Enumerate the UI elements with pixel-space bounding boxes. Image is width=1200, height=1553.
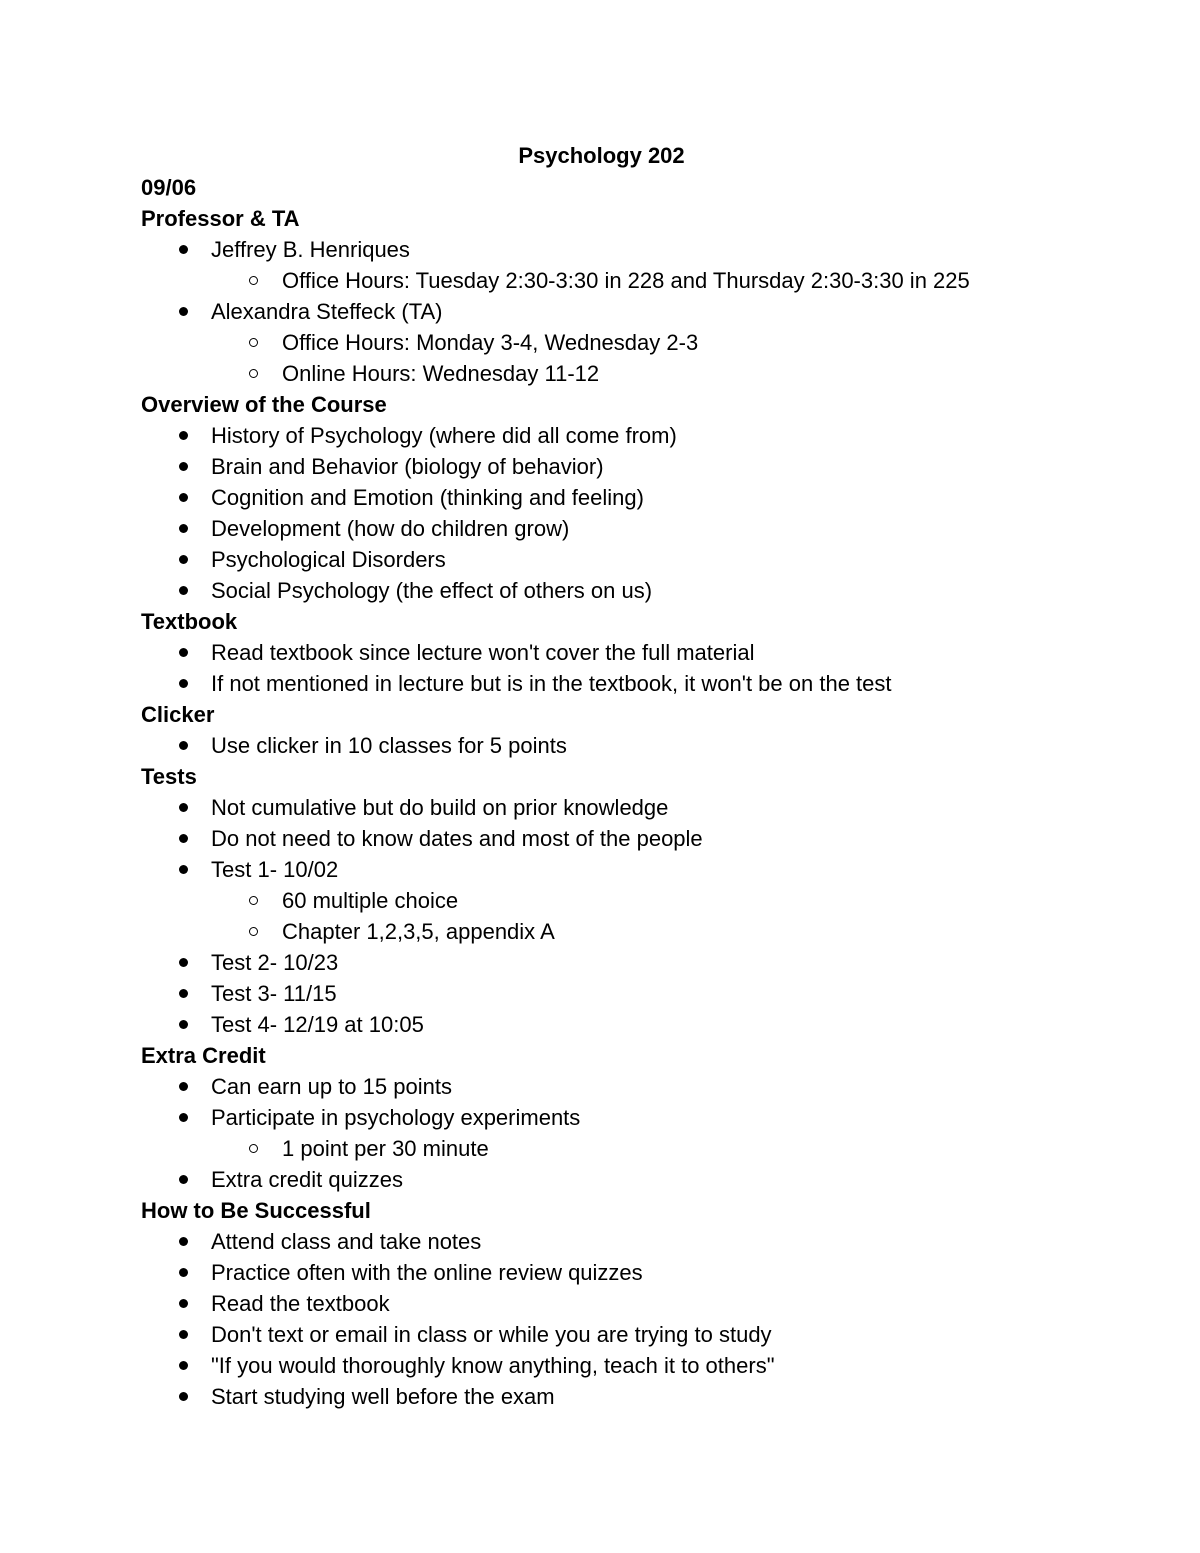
bullet-dot-icon [179, 668, 188, 699]
line-text: Tests [141, 764, 197, 789]
line-text: Not cumulative but do build on prior knowledge [211, 795, 669, 820]
line-text: Don't text or email in class or while you are trying to study [211, 1322, 772, 1347]
section-heading [141, 172, 1141, 203]
line-text: Practice often with the online review quizzes [211, 1260, 643, 1285]
line-text: Do not need to know dates and most of the people [211, 826, 703, 851]
line-text: Extra Credit [141, 1043, 266, 1068]
line-text: Textbook [141, 609, 238, 634]
line-text: Test 1- 10/02 [211, 857, 339, 882]
bullet-dot-icon [179, 1226, 188, 1257]
bullet-dot-icon [179, 854, 188, 885]
bullet-item [141, 823, 1141, 854]
bullet-item [141, 451, 1141, 482]
bullet-item [141, 1071, 1141, 1102]
line-text: Alexandra Steffeck (TA) [211, 299, 443, 324]
line-text: Online Hours: Wednesday 11-12 [282, 361, 600, 386]
bullet-dot-icon [179, 1071, 188, 1102]
bullet-dot-icon [179, 637, 188, 668]
section-heading [141, 606, 1141, 637]
line-text: History of Psychology (where did all come from) [211, 423, 677, 448]
bullet-item [141, 1257, 1141, 1288]
document-title: Psychology 202 [518, 143, 685, 168]
bullet-dot-icon [179, 978, 188, 1009]
section-heading [141, 761, 1141, 792]
sub-bullet-item [141, 1133, 1141, 1164]
section-heading [141, 699, 1141, 730]
bullet-item [141, 1319, 1141, 1350]
bullet-circle-icon [249, 885, 258, 916]
line-text: Professor & TA [141, 206, 300, 231]
bullet-circle-icon [249, 1133, 258, 1164]
line-text: Psychological Disorders [211, 547, 446, 572]
bullet-item [141, 978, 1141, 1009]
bullet-circle-icon [249, 265, 258, 296]
line-text: Test 3- 11/15 [211, 981, 337, 1006]
line-text: Jeffrey B. Henriques [211, 237, 410, 262]
bullet-dot-icon [179, 1288, 188, 1319]
line-text: Can earn up to 15 points [211, 1074, 452, 1099]
line-text: Use clicker in 10 classes for 5 points [211, 733, 567, 758]
notes-body [141, 172, 1141, 1412]
bullet-dot-icon [179, 947, 188, 978]
bullet-item [141, 1164, 1141, 1195]
bullet-item [141, 482, 1141, 513]
line-text: 1 point per 30 minute [282, 1136, 489, 1161]
bullet-dot-icon [179, 1164, 188, 1195]
line-text: Read the textbook [211, 1291, 390, 1316]
line-text: Clicker [141, 702, 215, 727]
bullet-item [141, 1381, 1141, 1412]
line-text: Cognition and Emotion (thinking and feeling) [211, 485, 644, 510]
bullet-dot-icon [179, 730, 188, 761]
bullet-item [141, 730, 1141, 761]
bullet-dot-icon [179, 234, 188, 265]
bullet-item [141, 1226, 1141, 1257]
bullet-circle-icon [249, 327, 258, 358]
section-heading [141, 389, 1141, 420]
bullet-item [141, 544, 1141, 575]
line-text: Test 2- 10/23 [211, 950, 339, 975]
line-text: Office Hours: Monday 3-4, Wednesday 2-3 [282, 330, 699, 355]
line-text: Chapter 1,2,3,5, appendix A [282, 919, 555, 944]
line-text: "If you would thoroughly know anything, teach it to others" [211, 1353, 775, 1378]
sub-bullet-item [141, 885, 1141, 916]
sub-bullet-item [141, 327, 1141, 358]
section-heading [141, 1195, 1141, 1226]
bullet-item [141, 637, 1141, 668]
line-text: 60 multiple choice [282, 888, 459, 913]
line-text: If not mentioned in lecture but is in the textbook, it won't be on the test [211, 671, 892, 696]
bullet-dot-icon [179, 420, 188, 451]
bullet-item [141, 234, 1141, 265]
bullet-dot-icon [179, 1381, 188, 1412]
bullet-dot-icon [179, 513, 188, 544]
line-text: 09/06 [141, 175, 197, 200]
bullet-item [141, 420, 1141, 451]
line-text: Brain and Behavior (biology of behavior) [211, 454, 604, 479]
bullet-dot-icon [179, 1350, 188, 1381]
bullet-item [141, 1102, 1141, 1133]
bullet-dot-icon [179, 1319, 188, 1350]
bullet-dot-icon [179, 792, 188, 823]
line-text: Test 4- 12/19 at 10:05 [211, 1012, 424, 1037]
bullet-item [141, 1288, 1141, 1319]
sub-bullet-item [141, 265, 1141, 296]
line-text: Overview of the Course [141, 392, 387, 417]
bullet-item [141, 668, 1141, 699]
bullet-dot-icon [179, 296, 188, 327]
bullet-item [141, 792, 1141, 823]
bullet-dot-icon [179, 823, 188, 854]
bullet-item [141, 854, 1141, 885]
bullet-circle-icon [249, 916, 258, 947]
line-text: Development (how do children grow) [211, 516, 570, 541]
bullet-dot-icon [179, 482, 188, 513]
sub-bullet-item [141, 916, 1141, 947]
bullet-dot-icon [179, 1102, 188, 1133]
line-text: Office Hours: Tuesday 2:30-3:30 in 228 and Thursday 2:30-3:30 in 225 [282, 268, 970, 293]
bullet-dot-icon [179, 1009, 188, 1040]
bullet-dot-icon [179, 575, 188, 606]
bullet-item [141, 575, 1141, 606]
bullet-dot-icon [179, 451, 188, 482]
bullet-item [141, 513, 1141, 544]
line-text: Read textbook since lecture won't cover the full material [211, 640, 755, 665]
bullet-item [141, 1350, 1141, 1381]
sub-bullet-item [141, 358, 1141, 389]
bullet-item [141, 296, 1141, 327]
bullet-item [141, 947, 1141, 978]
line-text: Participate in psychology experiments [211, 1105, 581, 1130]
line-text: Start studying well before the exam [211, 1384, 555, 1409]
bullet-dot-icon [179, 1257, 188, 1288]
bullet-circle-icon [249, 358, 258, 389]
line-text: How to Be Successful [141, 1198, 371, 1223]
section-heading [141, 1040, 1141, 1071]
line-text: Social Psychology (the effect of others on us) [211, 578, 653, 603]
line-text: Extra credit quizzes [211, 1167, 403, 1192]
bullet-dot-icon [179, 544, 188, 575]
bullet-item [141, 1009, 1141, 1040]
section-heading [141, 203, 1141, 234]
line-text: Attend class and take notes [211, 1229, 482, 1254]
